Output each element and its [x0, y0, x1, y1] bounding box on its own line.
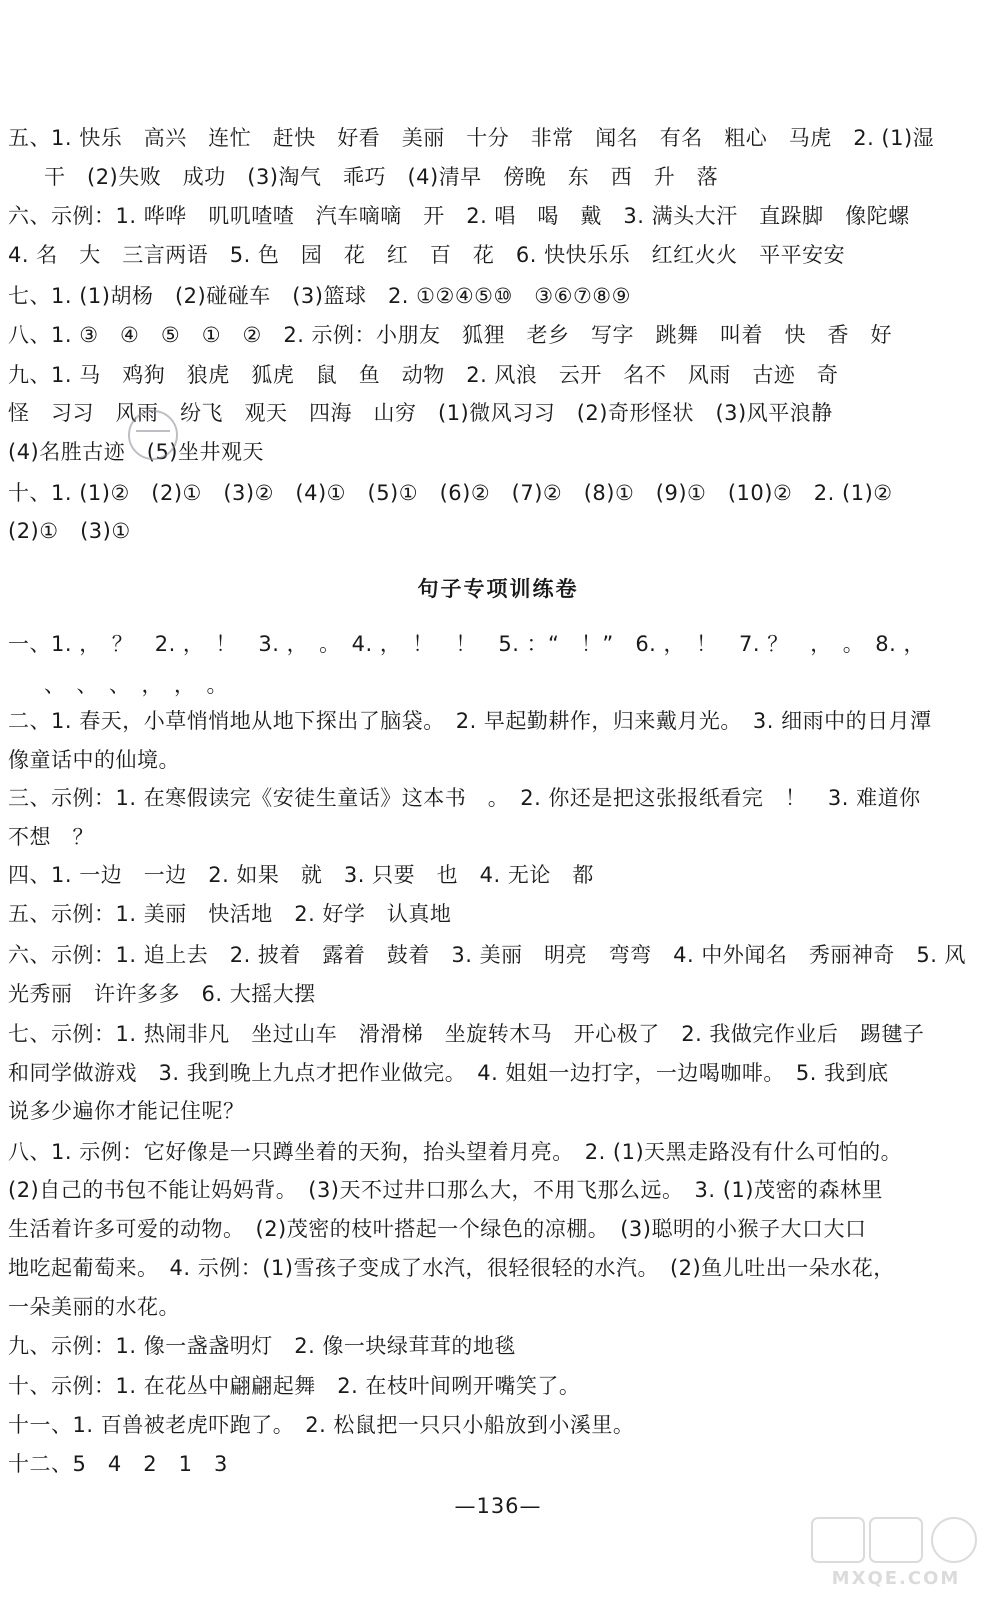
- stamp-mark: [128, 410, 178, 460]
- answer-line: 八、1. 示例：它好像是一只蹲坐着的天狗，抬头望着月亮。 2. (1)天黑走路没有什么可怕的。: [8, 1140, 903, 1164]
- answer-line: 六、示例：1. 追上去 2. 披着 露着 鼓着 3. 美丽 明亮 弯弯 4. 中外闻名 秀丽神奇 5. 风: [8, 943, 967, 967]
- answer-line: 像童话中的仙境。: [8, 748, 180, 772]
- answer-line: 光秀丽 许许多多 6. 大摇大摆: [8, 982, 316, 1006]
- answer-line: 七、1. (1)胡杨 (2)碰碰车 (3)篮球 2. ①②④⑤⑩ ③⑥⑦⑧⑨: [8, 284, 631, 308]
- answer-line: 五、示例：1. 美丽 快活地 2. 好学 认真地: [8, 902, 452, 926]
- page-number: —136—: [454, 1494, 542, 1518]
- answer-line: 地吃起葡萄来。 4. 示例：(1)雪孩子变成了水汽，很轻很轻的水汽。 (2)鱼儿吐出一朵水花，: [8, 1256, 895, 1280]
- answer-line: (4)名胜古迹 (5)坐井观天: [8, 440, 264, 464]
- answer-line: 一、1. ， ？ 2. ， ！ 3. ， 。 4. ， ！ ！ 5. ：“ ！” 6. ， ！ 7. ？ ， 。 8. ，: [8, 632, 925, 656]
- answer-line: 三、示例：1. 在寒假读完《安徒生童话》这本书 。 2. 你还是把这张报纸看完 ！ 3. 难道你: [8, 786, 921, 810]
- answer-line: 和同学做游戏 3. 我到晚上九点才把作业做完。 4. 姐姐一边打字，一边喝咖啡。 5. 我到底: [8, 1061, 889, 1085]
- answer-line: 十、1. (1)② (2)① (3)② (4)① (5)① (6)② (7)② (8)① (9)① (10)② 2. (1)②: [8, 481, 893, 505]
- answer-line: 九、示例：1. 像一盏盏明灯 2. 像一块绿茸茸的地毯: [8, 1334, 516, 1358]
- answer-line: (2)① (3)①: [8, 519, 131, 543]
- answer-line: 九、1. 马 鸡狗 狼虎 狐虎 鼠 鱼 动物 2. 风浪 云开 名不 风雨 古迹 奇: [8, 363, 839, 387]
- answer-line: 说多少遍你才能记住呢？: [8, 1099, 245, 1123]
- answer-line: 怪 习习 风雨 纷飞 观天 四海 山穷 (1)微风习习 (2)奇形怪状 (3)风平浪静: [8, 401, 833, 425]
- svg-text:MXQE.COM: MXQE.COM: [831, 1568, 961, 1589]
- answer-line: 四、1. 一边 一边 2. 如果 就 3. 只要 也 4. 无论 都: [8, 863, 594, 887]
- answer-line: 七、示例：1. 热闹非凡 坐过山车 滑滑梯 坐旋转木马 开心极了 2. 我做完作业后 踢毽子: [8, 1022, 925, 1046]
- watermark-logo: [808, 1512, 984, 1592]
- answer-line: 十二、5 4 2 1 3: [8, 1452, 228, 1476]
- section-title: 句子专项训练卷: [417, 577, 579, 601]
- answer-line: (2)自己的书包不能让妈妈背。 (3)天不过井口那么大，不用飞那么远。 3. (1)茂密的森林里: [8, 1178, 883, 1202]
- answer-line: 十一、1. 百兽被老虎吓跑了。 2. 松鼠把一只只小船放到小溪里。: [8, 1413, 635, 1437]
- answer-line: 十、示例：1. 在花丛中翩翩起舞 2. 在枝叶间咧开嘴笑了。: [8, 1374, 581, 1398]
- answer-line: 六、示例：1. 哗哗 叽叽喳喳 汽车嘀嘀 开 2. 唱 喝 戴 3. 满头大汗 直跺脚 像陀螺: [8, 204, 910, 228]
- answer-line: 不想 ？: [8, 825, 94, 849]
- answer-line: 、 、 、 ， ， 。: [44, 673, 228, 697]
- answer-line: 生活着许多可爱的动物。 (2)茂密的枝叶搭起一个绿色的凉棚。 (3)聪明的小猴子大口大口: [8, 1217, 867, 1241]
- answer-line: 一朵美丽的水花。: [8, 1295, 180, 1319]
- answer-line: 五、1. 快乐 高兴 连忙 赶快 好看 美丽 十分 非常 闻名 有名 粗心 马虎 2. (1)湿: [8, 126, 935, 150]
- answer-line: 4. 名 大 三言两语 5. 色 园 花 红 百 花 6. 快快乐乐 红红火火 平平安安: [8, 243, 846, 267]
- answer-line: 八、1. ③ ④ ⑤ ① ② 2. 示例：小朋友 狐狸 老乡 写字 跳舞 叫着 快 香 好: [8, 323, 893, 347]
- answer-line: 干 (2)失败 成功 (3)淘气 乖巧 (4)清早 傍晚 东 西 升 落: [44, 165, 719, 189]
- answer-line: 二、1. 春天，小草悄悄地从地下探出了脑袋。 2. 早起勤耕作，归来戴月光。 3. 细雨中的日月潭: [8, 709, 932, 733]
